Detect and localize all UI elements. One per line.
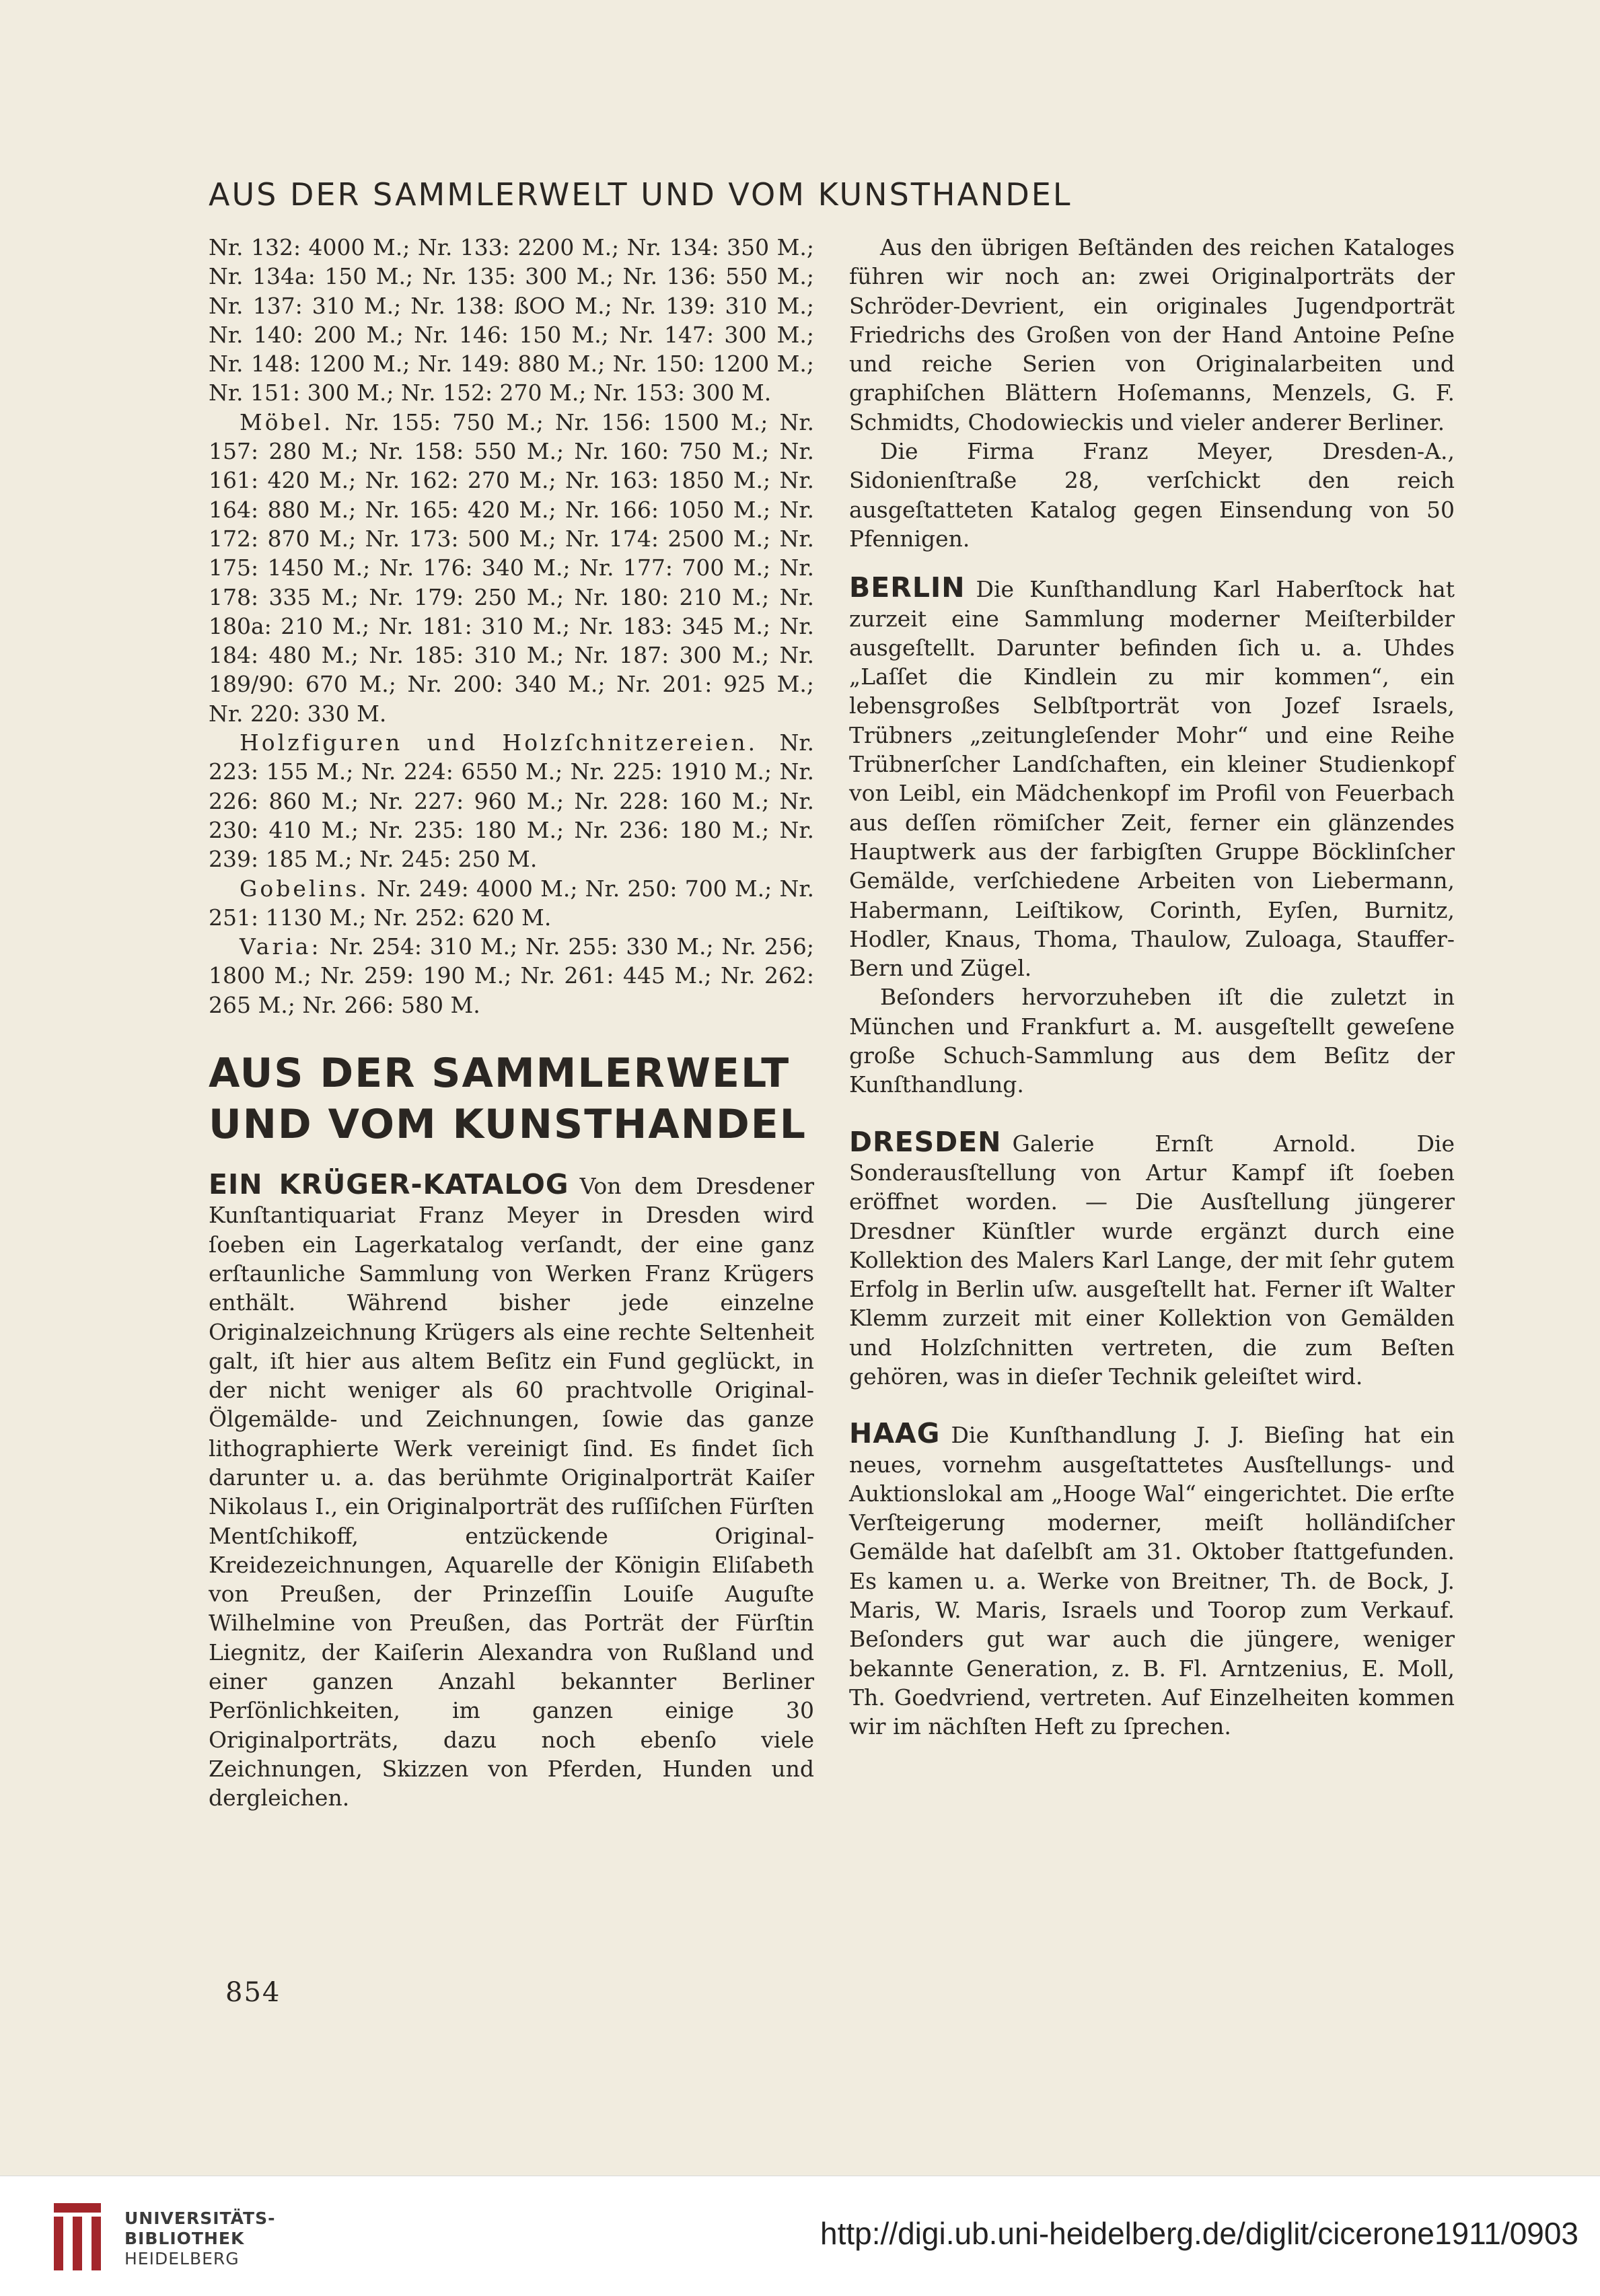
dresden-paragraph <box>849 1125 1455 1392</box>
right-column <box>849 233 1455 1742</box>
spacer <box>849 1100 1455 1128</box>
library-name-line-1: UNIVERSITÄTS- <box>124 2209 276 2228</box>
firm-paragraph: Die Firma Franz Meyer, Dresden-A., Sidonienſtraße 28, verſchickt den reich ausgeſtatteten Katalog gegen Einsendung von 50 Pfennigen. <box>849 438 1455 552</box>
berlin-paragraph-2: Beſonders hervorzuheben iſt die zuletzt in München und Frankfurt a. M. ausgeſtellt geweſene große Schuch-Sammlung aus dem Beſitz der Kunſthandlung. <box>849 984 1455 1098</box>
spacer <box>849 553 1455 573</box>
berlin-text: Die Kunſthandlung Karl Haberſtock hat zurzeit eine Sammlung moderner Meiſterbilder ausgeſtellt. Darunter befinden ſich u. a. Uhdes „Laſſet die Kindlein zu mir kommen“, ein lebensgroßes Selbſtporträt von Jozef Israels, Trübners „zeitungleſender Mohr“ und eine Reihe Trübnerſcher Landſchaften, ein kleiner Studienkopf von Leibl, ein Mädchenkopf im Profil von Feuerbach aus deſſen römiſcher Zeit, ferner ein glänzendes Hauptwerk aus der farbigſten Gruppe Böcklinſcher Gemälde, verſchiedene Arbeiten von Liebermann, Habermann, Leiſtikow, Corinth, Eyſen, Burnitz, Hodler, Knaus, Thoma, Thaulow, Zuloaga, Stauffer-Bern und Zügel. <box>849 576 1455 982</box>
gobelins-paragraph <box>209 874 814 933</box>
krueger-paragraph <box>209 1170 814 1813</box>
varia-label: Varia: <box>240 933 322 960</box>
library-name <box>124 2209 275 2269</box>
running-head: AUS DER SAMMLERWELT UND VOM KUNSTHANDEL <box>209 176 1072 213</box>
library-name-line-3: HEIDELBERG <box>124 2249 240 2268</box>
berlin-paragraph <box>849 573 1455 982</box>
dresden-text: Galerie Ernſt Arnold. Die Sonderausſtellung von Artur Kampf iſt ſoeben eröffnet worden. — Die Ausſtellung jüngerer Dresdner Künſtler wurde ergänzt durch eine Kollektion des Malers Karl Lange, der mit ſehr gutem Erfolg in Berlin uſw. ausgeſtellt hat. Ferner iſt Walter Klemm zurzeit mit einer Kollektion von Gemälden und Holzſchnitten vertreten, die zum Beſten gehören, was in dieſer Technik geleiſtet wird. <box>849 1130 1455 1390</box>
spacer <box>209 1019 814 1048</box>
haag-paragraph <box>849 1419 1455 1741</box>
library-name-line-2: BIBLIOTHEK <box>124 2229 245 2248</box>
moebel-label: Möbel. <box>240 408 334 435</box>
gobelins-label: Gobelins. <box>240 875 369 902</box>
price-list-1: Nr. 132: 4000 M.; Nr. 133: 2200 M.; Nr. 134: 350 M.; Nr. 134a: 150 M.; Nr. 135: 300 M.; Nr. 136: 550 M.; Nr. 137: 310 M.; Nr. 138: ßOO M.; Nr. 139: 310 M.; Nr. 140: 200 M.; Nr. 146: 150 M.; Nr. 147: 300 M.; Nr. 148: 1200 M.; Nr. 149: 880 M.; Nr. 150: 1200 M.; Nr. 151: 300 M.; Nr. 152: 270 M.; Nr. 153: 300 M. <box>209 234 814 406</box>
krueger-text: Von dem Dresdener Kunſtantiquariat Franz Meyer in Dresden wird ſoeben ein Lagerkatalog verſandt, der eine ganz erſtaunliche Sammlung von Werken Franz Krügers enthält. Während bisher jede einzelne Originalzeichnung Krügers als eine rechte Seltenheit galt, iſt hier aus altem Beſitz ein Fund geglückt, in der nicht weniger als 60 prachtvolle Original-Ölgemälde- und Zeichnungen, ſowie das ganze lithographierte Werk vereinigt ſind. Es findet ſich darunter u. a. das berühmte Originalporträt Kaiſer Nikolaus I., ein Originalporträt des ruſſiſchen Fürſten Mentſchikoff, entzückende Original-Kreidezeichnungen, Aquarelle der Königin Eliſabeth von Preußen, der Prinzeſſin Louiſe Auguſte Wilhelmine von Preußen, das Porträt der Fürſtin Liegnitz, der Kaiſerin Alexandra von Rußland und einer ganzen Anzahl bekannter Berliner Perſönlichkeiten, im ganzen einige 30 Originalporträts, dazu noch ebenſo viele Zeichnungen, Skizzen von Pferden, Hunden und dergleichen. <box>209 1173 814 1811</box>
university-library-logo-icon <box>47 2196 108 2277</box>
holz-paragraph <box>209 728 814 873</box>
berlin-heading: BERLIN <box>849 571 966 604</box>
section-title-line-1: AUS DER SAMMLERWELT <box>209 1050 791 1098</box>
left-column <box>209 233 814 1813</box>
haag-text: Die Kunſthandlung J. J. Bieſing hat ein neues, vornehm ausgeſtattetes Ausſtellungs- und Auktionslokal am „Hooge Wal“ eingerichtet. Die erſte Verſteigerung moderner, meiſt holländiſcher Gemälde hat daſelbſt am 31. Oktober ſtattgefunden. Es kamen u. a. Werke von Breitner, Th. de Bock, J. Maris, W. Maris, Israels und Toorop zum Verkauf. Beſonders gut war auch die jüngere, weniger bekannte Generation, z. B. Fl. Arntzenius, E. Moll, Th. Goedvriend, vertreten. Auf Einzelheiten kommen wir im nächſten Heft zu ſprechen. <box>849 1422 1455 1740</box>
varia-paragraph <box>209 932 814 1019</box>
holz-label: Holzfiguren und Holzſchnitzereien. <box>240 729 758 756</box>
haag-heading: HAAG <box>849 1417 941 1450</box>
dresden-heading: DRESDEN <box>849 1125 1002 1158</box>
holz-text: Nr. 223: 155 M.; Nr. 224: 6550 M.; Nr. 225: 1910 M.; Nr. 226: 860 M.; Nr. 227: 960 M.; Nr. 228: 160 M.; Nr. 230: 410 M.; Nr. 235: 180 M.; Nr. 236: 180 M.; Nr. 239: 185 M.; Nr. 245: 250 M. <box>209 729 814 873</box>
moebel-text: Nr. 155: 750 M.; Nr. 156: 1500 M.; Nr. 157: 280 M.; Nr. 158: 550 M.; Nr. 160: 750 M.; Nr. 161: 420 M.; Nr. 162: 270 M.; Nr. 163: 1850 M.; Nr. 164: 880 M.; Nr. 165: 420 M.; Nr. 166: 1050 M.; Nr. 172: 870 M.; Nr. 173: 500 M.; Nr. 174: 2500 M.; Nr. 175: 1450 M.; Nr. 176: 340 M.; Nr. 177: 700 M.; Nr. 178: 335 M.; Nr. 179: 250 M.; Nr. 180: 210 M.; Nr. 180a: 210 M.; Nr. 181: 310 M.; Nr. 183: 345 M.; Nr. 184: 480 M.; Nr. 185: 310 M.; Nr. 187: 300 M.; Nr. 189/90: 670 M.; Nr. 200: 340 M.; Nr. 201: 925 M.; Nr. 220: 330 M. <box>209 408 814 727</box>
spacer <box>849 1391 1455 1419</box>
permalink-url[interactable]: http://digi.ub.uni-heidelberg.de/diglit/cicerone1911/0903 <box>820 2216 1578 2251</box>
gobelins-text: Nr. 249: 4000 M.; Nr. 250: 700 M.; Nr. 251: 1130 M.; Nr. 252: 620 M. <box>209 875 814 931</box>
page-number: 854 <box>225 1977 281 2008</box>
section-title-line-2: UND VOM KUNSTHANDEL <box>209 1101 807 1149</box>
library-footer <box>0 2176 1600 2296</box>
varia-text: Nr. 254: 310 M.; Nr. 255: 330 M.; Nr. 256; 1800 M.; Nr. 259: 190 M.; Nr. 261: 445 M.; Nr. 262: 265 M.; Nr. 266: 580 M. <box>209 933 814 1018</box>
krueger-heading: EIN KRÜGER-KATALOG <box>209 1168 569 1201</box>
catalog-paragraph: Aus den übrigen Beſtänden des reichen Kataloges führen wir noch an: zwei Originalporträts der Schröder-Devrient, ein originales Jugendporträt Friedrichs des Großen von der Hand Antoine Peſne und reiche Serien von Originalarbeiten und graphiſchen Blättern Hoſemanns, Menzels, G. F. Schmidts, Chodowieckis und vieler anderer Berliner. <box>849 234 1455 435</box>
spacer <box>209 1150 814 1170</box>
moebel-paragraph <box>209 408 814 728</box>
